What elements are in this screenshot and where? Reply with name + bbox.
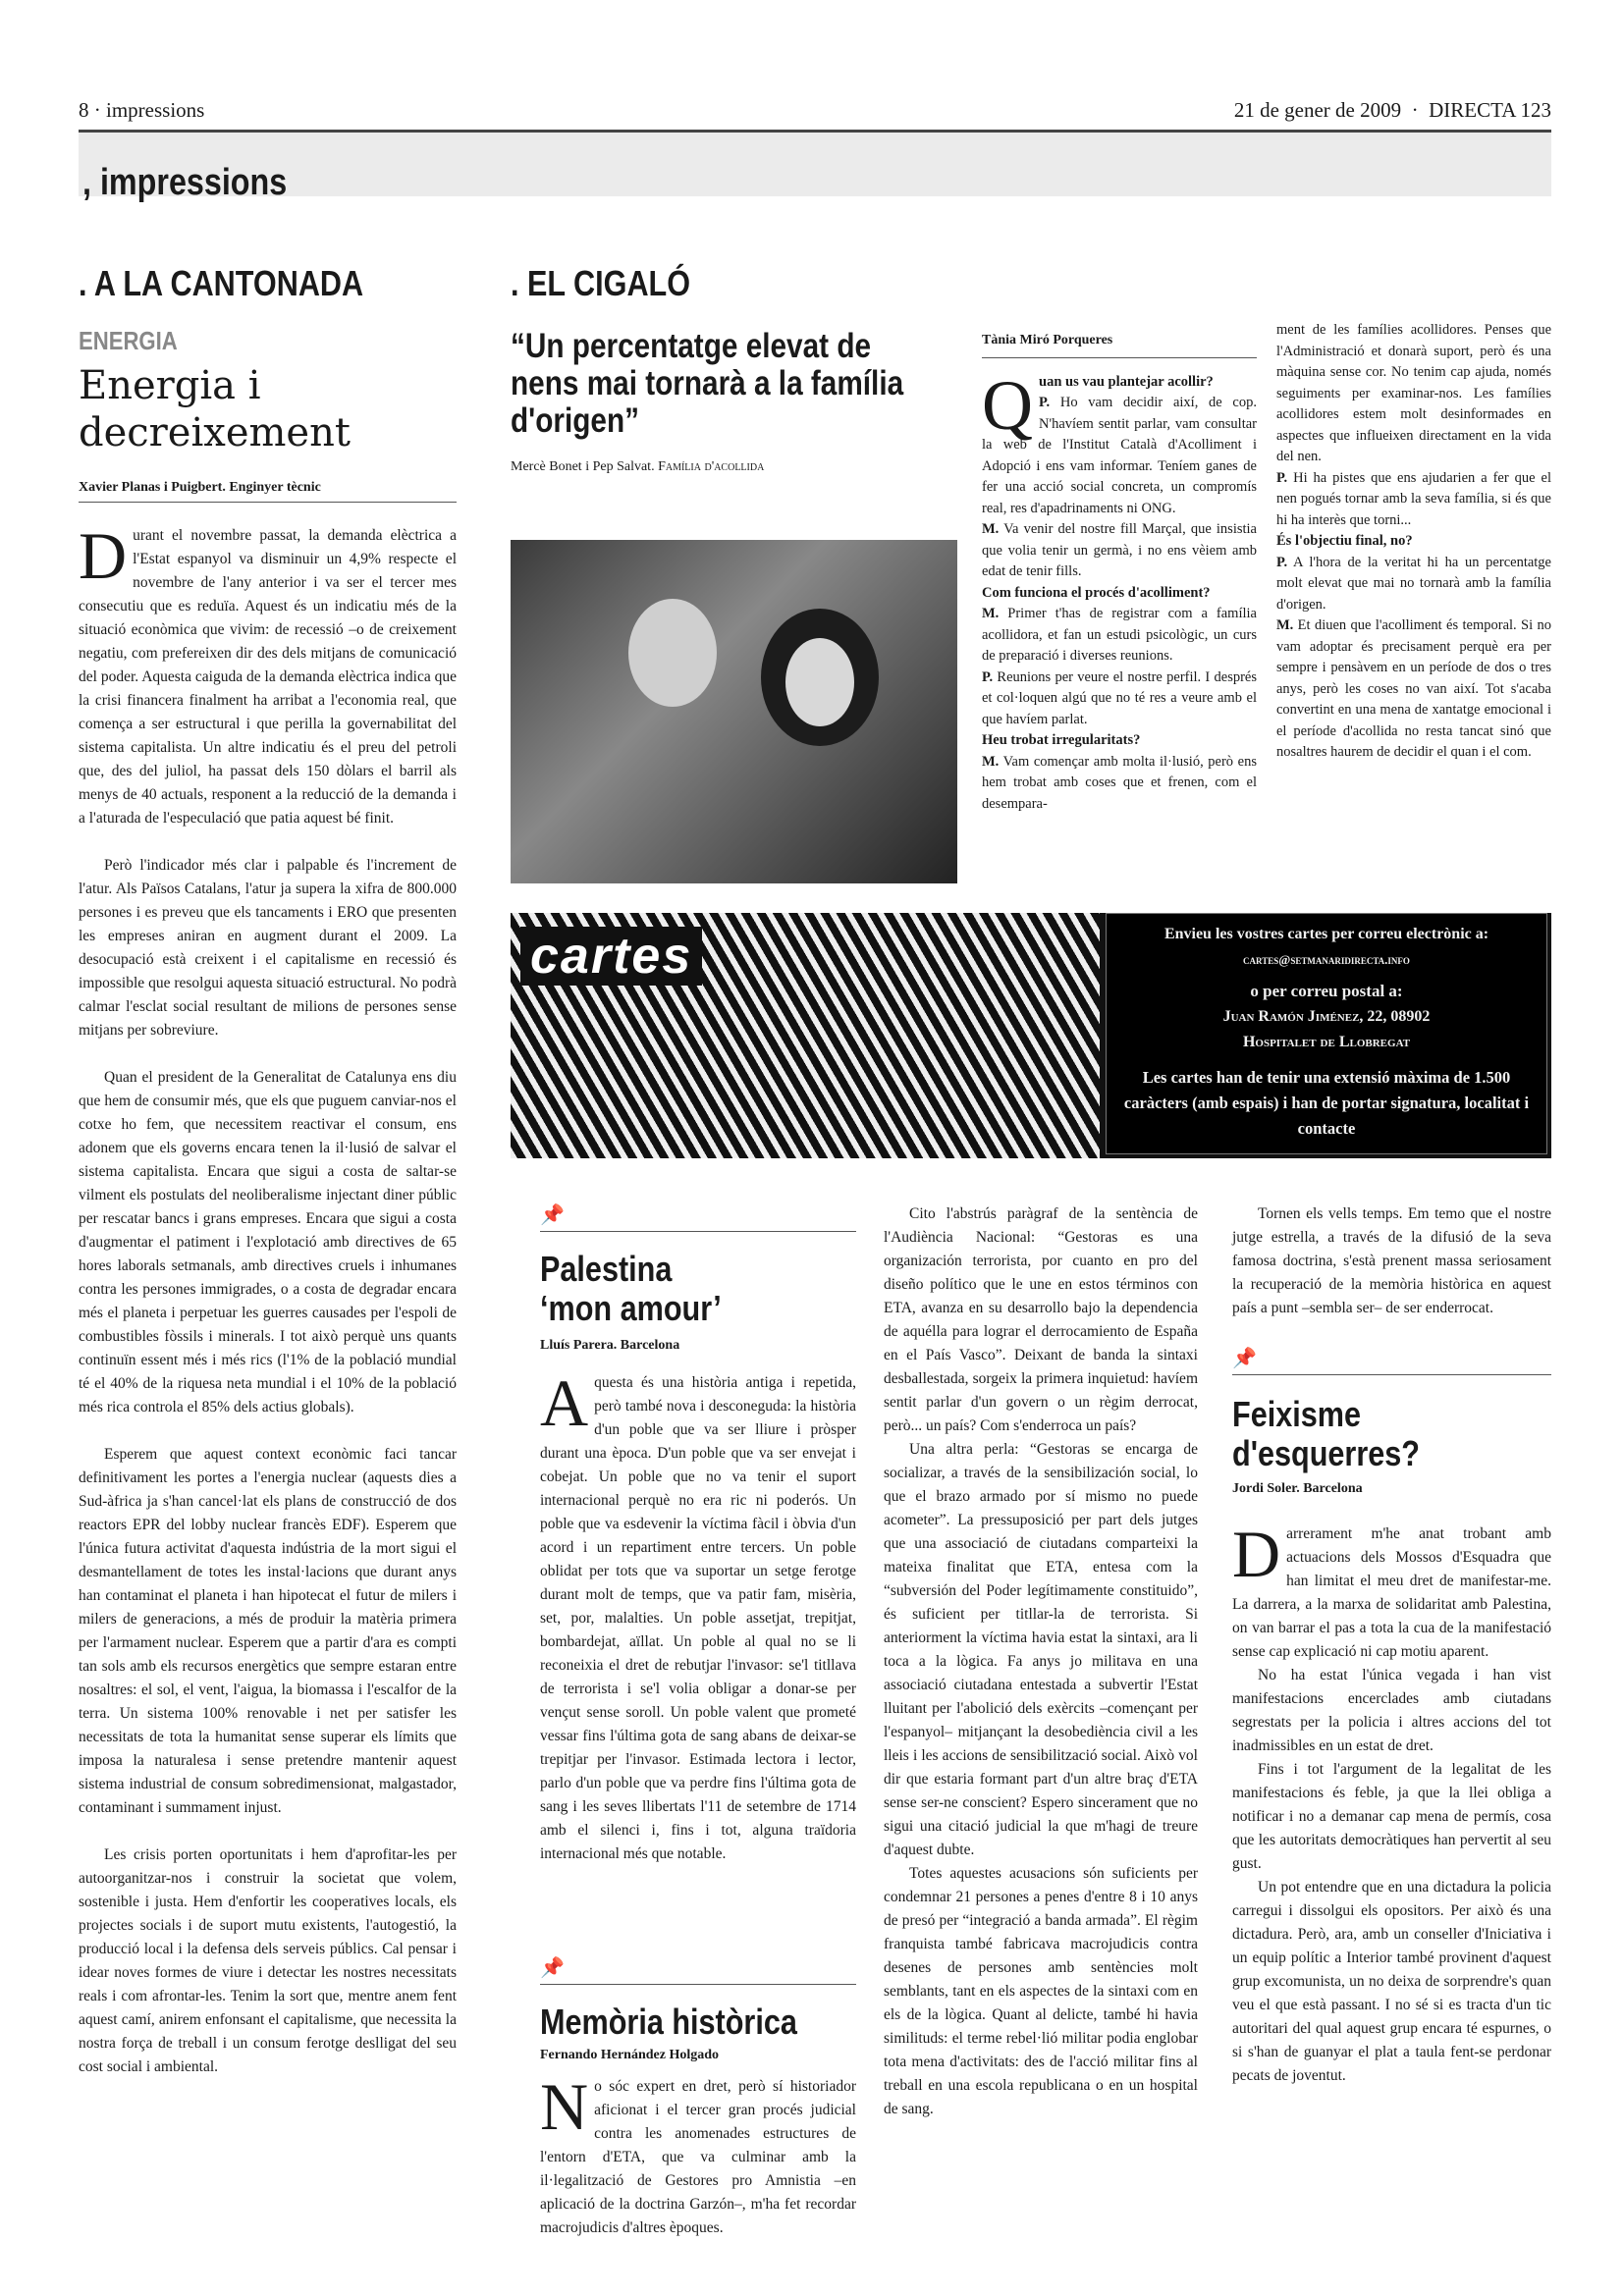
section-heading: . A LA CANTONADA [79,263,364,303]
speaker: M. [982,753,1000,770]
letter-memoria-end [1232,1202,1551,1320]
letter-col-3 [1232,1202,1551,2088]
letter-title [540,1250,809,1328]
letter-memoria-cont [884,1202,1198,2121]
title-line: Palestina [540,1249,673,1289]
pushpin-icon: 📌 [540,1204,565,1226]
interviewer: Tània Miró Porqueres [982,330,1257,358]
section-band [79,133,1551,196]
postal-instruction: o per correu postal a: [1250,982,1403,1000]
role: Família d'acollida [658,459,765,474]
issue: DIRECTA 123 [1429,98,1551,122]
question: Com funciona el procés d'acolliment? [982,584,1211,601]
answer: Et diuen que l'acolliment és temporal. Si no vam adoptar és precisament perquè era per sempre i pensàvem en un període de dos o tres anys, però les coses no van així. Tot s'acaba convertint en una mena de xantatge emocional i el període d'acollida no resta tancat sinó que nosaltres haurem de decidir el quan i el com. [1276,617,1551,760]
title-line: Energia i [79,363,261,408]
answer: Reunions per veure el nostre perfil. I després et col·loquen algú que no té res a veure amb el que havíem parlat. [982,668,1257,727]
drop-cap: D [79,518,128,593]
speaker: P. [1276,554,1288,570]
drop-cap: D [1232,1517,1281,1591]
paragraph: Tornen els vells temps. Em temo que el nostre jutge estrella, a través de la difusió de la seva famosa doctrina, s'està prenent massa seriosament la recuperació de la memòria històrica en aquest país a punt –sembla ser– de ser enderrocat. [1232,1205,1551,1316]
article-body [79,518,457,2079]
question: És l'objectiu final, no? [1276,533,1413,549]
byline: Jordi Soler. Barcelona [1232,1481,1363,1496]
postal-address: Juan Ramón Jiménez, 22, 08902 [1222,1008,1431,1025]
drop-cap: Q [982,365,1033,445]
paragraph: urant el novembre passat, la demanda elèctrica a l'Estat espanyol va disminuir un 4,9% respecte el novembre de l'any anterior i va ser el tercer mes consecutiu que es reduïa. Aquest és un indicatiu més de la situació econòmica que vivim: de recessió –o de creixement negatiu, com prefereixen dir des dels mitjans de comunicació del poder. Aquesta caiguda de la demanda elèctrica indica que la crisi financera finalment ha arribat a l'economia real, que comença a ser estructural i que perilla la governabilitat del sistema capitalista. Un altre indicatiu és el preu del petroli que, des del juliol, ha passat dels 150 dòlars el barril als menys de 40 actuals, responent a la reducció de la demanda i a l'aturada de l'especulació que patia aquest bé finit. [79,527,457,827]
speaker: P. [1276,469,1288,486]
pushpin-icon: 📌 [1232,1348,1257,1369]
drop-cap: A [540,1365,589,1440]
pushpin-icon: 📌 [540,1957,565,1979]
speaker: M. [982,606,1000,621]
paragraph: Esperem que aquest context econòmic faci tancar definitivament les portes a l'energia nuclear (aquests dies a Sud-àfrica ja s'han cancel·lat els plans de construcció de dos reactors EPR del lobby nuclear francès EDF). Esperem que l'única futura activitat d'aquesta indústria de la mort sigui el desmantellament de totes les instal·lacions que durant anys han contaminat el planeta i han hipotecat el futur de milers i milers de generacions, a més de produir la matèria primera per l'armament nuclear. Esperem que a partir d'ara es compti tan sols amb els recursos energètics que sempre estaran entre nosaltres: el sol, el vent, l'aigua, la biomassa i l'escalfor de la terra. Un sistema 100% renovable i net per satisfer les necessitats de tota la humanitat sense superar els límits que imposa la naturalesa i sense pretendre mantenir aquest sistema industrial de consum sobredimensionat, malgastador, contaminant i summament injust. [79,1446,457,1816]
date: 21 de gener de 2009 [1233,98,1402,122]
names: Mercè Bonet i Pep Salvat. [511,459,655,474]
page-folio: 8 · impressions [79,98,205,122]
answer: Ho vam decidir així, de cop. N'havíem sentit parlar, vam consultar la web de l'Institut Català d'Acolliment i Adopció i ens vam informar. Teníem ganes de fer una acció social concreta, un compromís real, res d'apadrinaments ni ONG. [982,395,1257,516]
interviewees [511,459,923,475]
interview-photo [511,540,957,883]
section-heading: . EL CIGALÓ [511,263,691,303]
interview-title: “Un percentatge elevat de nens mai tornarà a la família d'origen” [511,327,904,440]
section-title: , impressions [82,162,288,203]
letter-palestina [540,1202,856,1866]
letter-body [540,2069,856,2240]
letters-rules: Les cartes han de tenir una extensió màxima de 1.500 caràcters (amb espais) i han de portar signatura, localitat i contacte [1123,1068,1530,1138]
letter-body [1232,1517,1551,2088]
email-address[interactable]: cartes@setmanaridirecta.info [1243,952,1410,967]
paragraph: Les crisis porten oportunitats i hem d'aprofitar-les per autoorganitzar-nos i construir la societat que volem, sostenible i justa. Hem d'enfortir les cooperatives locals, els projectes socials i de suport mutu existents, l'autogestió, la producció local i la defensa dels serveis públics. Cal pensar i idear noves formes de viure i detectar les nostres necessitats reals i com afrontar-les. Tenim la sort que, mentre anem fent aquest camí, anirem enfonsant el capitalisme, que necessita la nostra força de treball i un consum ferotge deslligat del seu cost social i ambiental. [79,1846,457,2075]
postal-city: Hospitalet de Llobregat [1242,1034,1411,1050]
paragraph: Totes aquestes acusacions són suficients per condemnar 21 persones a penes d'entre 8 i 10 anys de presó per “integració a banda armada”. El règim franquista també fabricava macrojudicis contra desenes de persones amb sentències molt semblants, tant en els aspectes de la sintaxi com en els de la lògica. Quant al delicte, també hi havia similituds: el terme rebel·lió militar podia englobar tota mena d'activitats: des de l'acció militar fins al treball en una escola republicana o en un hospital de sang. [884,1865,1198,2117]
divider [540,1231,856,1232]
letter-title [1232,1395,1503,1473]
answer: A l'hora de la veritat hi ha un percentatge molt elevat que mai no tornarà amb la família d'origen. [1276,554,1551,613]
person-face [628,599,717,707]
letters-banner [511,913,1551,1158]
interview-col-1 [982,330,1257,815]
paragraph: questa és una història antiga i repetida, però també nova i desconeguda: la història d'un poble que va ser lliure i pròsper durant una època. D'un poble que va ser envejat i cobejat. Un poble que no va tenir el suport internacional perquè no era ric ni poderós. Un poble que va esdevenir la víctima fàcil i òbvia d'un acord i un repartiment entre tercers. Un poble oblidat per tots que va suportar un setge ferotge durant molt de temps, que va patir fam, misèria, set, por, malalties. Un poble assetjat, trepitjat, bombardejat, aïllat. Un poble al qual no se li reconeixia el dret de rebutjar l'invasor: se'l titllava de terrorista i se'l volia obligar a donar-se per vençut sense soroll. Un poble valent que prometé vessar fins l'última gota de sang abans de deixar-se trepitjar per l'invasor. Estimada lectora i lector, parlo d'un poble que va perdre fins l'última gota de sang i les seves llibertats l'11 de setembre de 1714 amb el silenci i, fins i tot, alguna traïdoria internacional més que notable. [540,1374,856,1862]
title-line: decreixement [79,410,351,455]
paragraph: o sóc expert en dret, però sí historiador aficionat i el tercer gran procés judicial contra les anomenades estructures de l'entorn d'ETA, que va culminar amb la il·legalització de Gestores pro Amnistia –en aplicació de la doctrina Garzón–, m'ha fet recordar macrojudicis d'altres èpoques. [540,2078,856,2236]
answer: Hi ha pistes que ens ajudarien a fer que el nen pogués tornar amb la seva família, si és que hi ha interès que torni... [1276,469,1551,528]
paragraph: arrerament m'he anat trobant amb actuacions dels Mossos d'Esquadra que han limitat el meu dret de manifestar-me. La darrera, a la marxa de solidaritat amb Palestina, on van barrar el pas a tota la cua de la manifestació sense cap explicació ni cap motiu aparent. [1232,1525,1551,1660]
speaker: M. [982,521,1000,537]
kicker: ENERGIA [79,326,178,355]
person-face [785,638,854,726]
title-line: d'esquerres? [1232,1433,1420,1473]
paragraph: Cito l'abstrús paràgraf de la sentència de l'Audiència Nacional: “Gestoras es una organización terrorista, por cuanto en pro del diseño político que le une en estos términos con ETA, avanza en su desarrollo bajo la dependencia de aquélla para lograr el derrocamiento de España en el País Vasco”. Deixant de banda la sintaxi desballestada, sorgeix la primera inquietud: havíem sentit parlar d'un govern o un règim derrocat, però... un país? Com s'enderroca un país? [884,1205,1198,1434]
cantonada-article [79,263,457,2079]
drop-cap: N [540,2069,589,2144]
separator: · [1411,98,1419,122]
letters-submission-info [1106,913,1547,1154]
cartes-logo: cartes [520,927,702,986]
byline: Fernando Hernández Holgado [540,2048,720,2062]
byline: Xavier Planas i Puigbert. Enginyer tècnic [79,480,457,503]
answer: Vam començar amb molta il·lusió, però ens hem trobat amb coses que et frenen, com el desempara- [982,753,1257,812]
answer: ment de les famílies acollidores. Penses que l'Administració et donarà suport, però és una màquina sense cor. No tenim cap ajuda, només seguiments per examinar-nos. Les famílies acollidores estem molt desinformades en aspectes que influeixen directament en la vida del nen. [1276,322,1551,464]
question: Heu trobat irregularitats? [982,732,1141,748]
paragraph: Una altra perla: “Gestoras se encarga de socializar, a través de la sensibilización social, lo que el brazo armado por sí mismo no puede acometer”. La pressuposició per part dels jutges que una associació de ciutadans comparteixi la mateixa finalitat que ETA, entesa com la “subversión del Poder legítimamente constituido”, és suficient per titllar-la de terrorista. Si anteriorment la víctima havia estat la sintaxi, ara li toca a la lògica. Fa anys jo militava en una associació ciutadana entestada a subvertir l'Estat lluitant per l'abolició dels exèrcits –començant per l'espanyol– mitjançant la desobediència civil a les lleis i les accions de sensibilització social. Això vol dir que estaria formant part d'un altre braç d'ETA sense ser-ne conscient? Espero sincerament que no sigui una citació judicial la que m'hagi de treure d'aquest dubte. [884,1441,1198,1858]
speaker: P. [1039,395,1051,410]
speaker: M. [1276,617,1294,633]
divider [540,1984,856,1985]
paragraph: Quan el president de la Generalitat de Catalunya ens diu que hem de consumir més, que els que puguem canviar-nos el cotxe ho fem, que necessitem reactivar el consum, ens adonem que els governs encara tenen la il·lusió de salvar el sistema capitalista. Encara que sigui a costa de saltar-se vilment els postulats del neoliberalisme injectant diner públic per rescatar bancs i grans empreses. Encara que sigui a costa d'augmentar el patiment i l'explotació amb directives de 65 hores laborals setmanals, amb directives cruels i inhumanes contra les persones immigrades, o a costa de degradar encara més el planeta i perpetuar les guerres causades per l'espoli de combustibles fòssils i minerals. I tot això perquè uns quants continuïn essent més i més rics (l'1% de la població mundial té el 40% de la riquesa neta mundial i el 10% de la població més rica controla el 85% dels actius globals). [79,1069,457,1415]
email-instruction: Envieu les vostres cartes per correu electrònic a: [1163,926,1489,942]
question: uan us vau plantejar acollir? [1039,373,1214,390]
letter-title: Memòria històrica [540,2002,797,2042]
paragraph: Un pot entendre que en una dictadura la policia carregui i dissolgui els opositors. Per això és una dictadura. Però, ara, amb un conseller d'Iniciativa i un equip polític a Interior també provinent d'aquest grup excomunista, un no deixa de sorprendre's quan veu el que està passant. I no sé si es tracta d'un tic autoritari del qual aquest grup encara té espurnes, o si s'han de guanyar el plat a taula fent-se perdonar pecats de joventut. [1232,1879,1551,2084]
paragraph: Però l'indicador més clar i palpable és l'increment de l'atur. Als Països Catalans, l'atur ja supera la xifra de 800.000 persones i es preveu que els tancaments i ERO que presenten les empreses aniran en augment durant el 2009. La desocupació està creixent i el capitalisme en recessió és impossible que resolgui aquesta situació estructural. No podrà calmar l'esclat social resultant de milions de persones sense mitjans per sobreviure. [79,857,457,1039]
paragraph: Fins i tot l'argument de la legalitat de les manifestacions és feble, ja que la llei obliga a notificar i no a demanar cap mena de permís, cosa que les autoritats democràtiques han pervertit al seu gust. [1232,1761,1551,1872]
cigalo-header [511,263,923,475]
article-title [79,362,457,456]
letter-memoria [540,1955,856,2240]
speaker: P. [982,668,994,685]
title-line: ‘mon amour’ [540,1288,722,1328]
letter-body [540,1365,856,1866]
interview-col-2 [1276,320,1551,764]
title-line: Feixisme [1232,1394,1361,1434]
paragraph: No ha estat l'única vegada i han vist manifestacions encerclades amb ciutadans segrestats per la policia i altres accions del tot inadmissibles en un estat de dret. [1232,1667,1551,1754]
byline: Lluís Parera. Barcelona [540,1338,680,1353]
issue-info [1234,98,1551,123]
answer: Va venir del nostre fill Marçal, que insistia que volia tenir un germà, i no ens vèiem amb edat de tenir fills. [982,521,1257,579]
answer: Primer t'has de registrar com a família acollidora, et fan un estudi psicològic, un curs de preparació i diverses reunions. [982,606,1257,664]
divider [1232,1374,1551,1375]
